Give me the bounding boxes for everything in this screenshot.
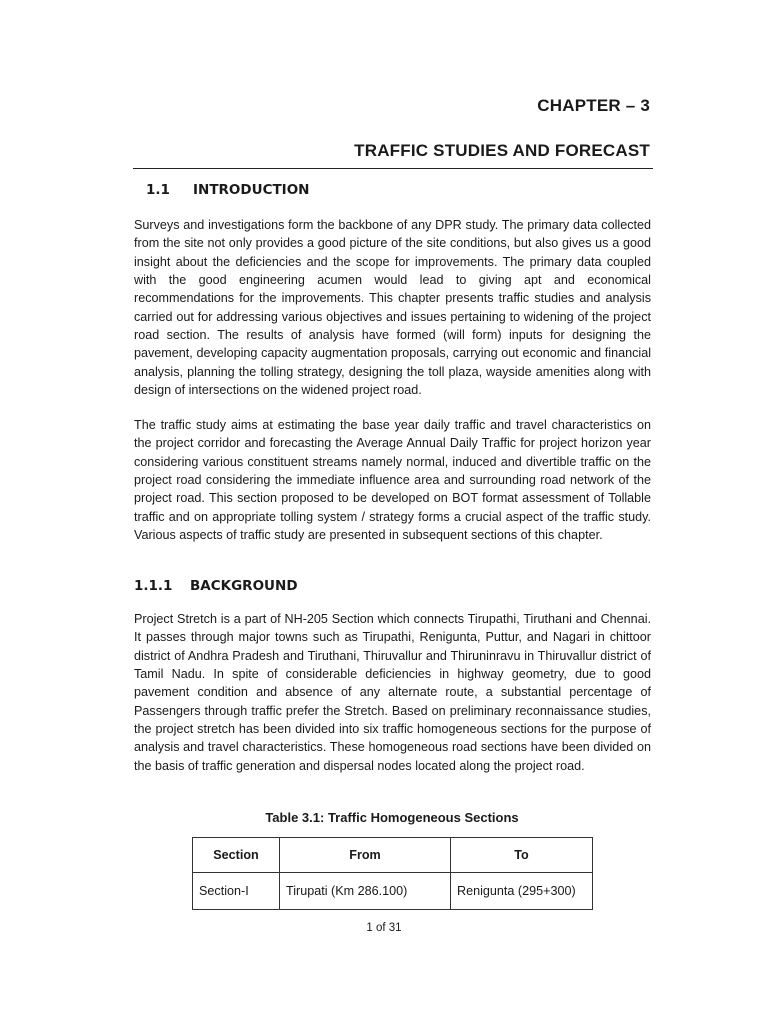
- column-header-to: To: [451, 838, 593, 873]
- table-cell-from: Tirupati (Km 286.100): [280, 873, 451, 910]
- section-heading-introduction: [146, 182, 309, 198]
- background-paragraph: Project Stretch is a part of NH-205 Section which connects Tirupathi, Tiruthani and Chennai. It passes through major towns such as Tirupathi, Renigunta, Puttur, and Nagari in chittoor district of Andhra Pradesh and Tiruthani, Thiruvallur and Thiruninravu in Thiruvallur district of Tamil Nadu. In spite of considerable deficiencies in highway geometry, due to good pavement condition and absence of any alternate route, a substantial percentage of Passengers through traffic prefer the Stretch. Based on preliminary reconnaissance studies, the project stretch has been divided into six traffic homogeneous sections for the purpose of analysis and travel characteristics. These homogeneous road sections have been divided on the basis of traffic generation and dispersal nodes located along the project road.: [134, 612, 651, 773]
- chapter-title: TRAFFIC STUDIES AND FORECAST: [354, 141, 650, 160]
- table-caption: Table 3.1: Traffic Homogeneous Sections: [265, 810, 519, 825]
- subsection-title: BACKGROUND: [190, 578, 298, 594]
- section-title: INTRODUCTION: [193, 182, 310, 198]
- table-header-row: [193, 838, 593, 873]
- subsection-heading-background: [134, 578, 298, 594]
- homogeneous-sections-table: [192, 837, 593, 910]
- column-header-from: From: [280, 838, 451, 873]
- subsection-number: 1.1.1: [134, 578, 173, 594]
- page-number: 1 of 31: [366, 922, 402, 934]
- table-row: [193, 873, 593, 910]
- section-number: 1.1: [146, 182, 170, 198]
- intro-paragraph-1: Surveys and investigations form the backbone of any DPR study. The primary data collected from the site not only provides a good picture of the site conditions, but also gives us a good insight about the deficiencies and the scope for improvements. The primary data coupled with the good engineering acumen would lead to giving apt and economical recommendations for the improvements. This chapter presents traffic studies and analysis carried out for addressing various objectives and issues pertaining to widening of the project road section. The results of analysis have formed (will form) inputs for designing the pavement, developing capacity augmentation proposals, carrying out economic and financial analysis, planning the tolling strategy, designing the toll plaza, wayside amenities along with design of intersections on the widened project road.: [134, 218, 651, 398]
- chapter-heading: CHAPTER – 3: [537, 96, 650, 115]
- table-cell-to: Renigunta (295+300): [451, 873, 593, 910]
- intro-paragraph-2: The traffic study aims at estimating the base year daily traffic and travel characteristics on the project corridor and forecasting the Average Annual Daily Traffic for project horizon year considering various constituent streams namely normal, induced and divertible traffic on the project road considering the immediate influence area and surrounding road network of the project road. This section proposed to be developed on BOT format assessment of Tollable traffic and on appropriate tolling system / strategy forms a crucial aspect of the traffic study. Various aspects of traffic study are presented in subsequent sections of this chapter.: [134, 418, 651, 543]
- table-cell-section: Section-I: [193, 873, 280, 910]
- title-divider: [133, 168, 653, 169]
- column-header-section: Section: [193, 838, 280, 873]
